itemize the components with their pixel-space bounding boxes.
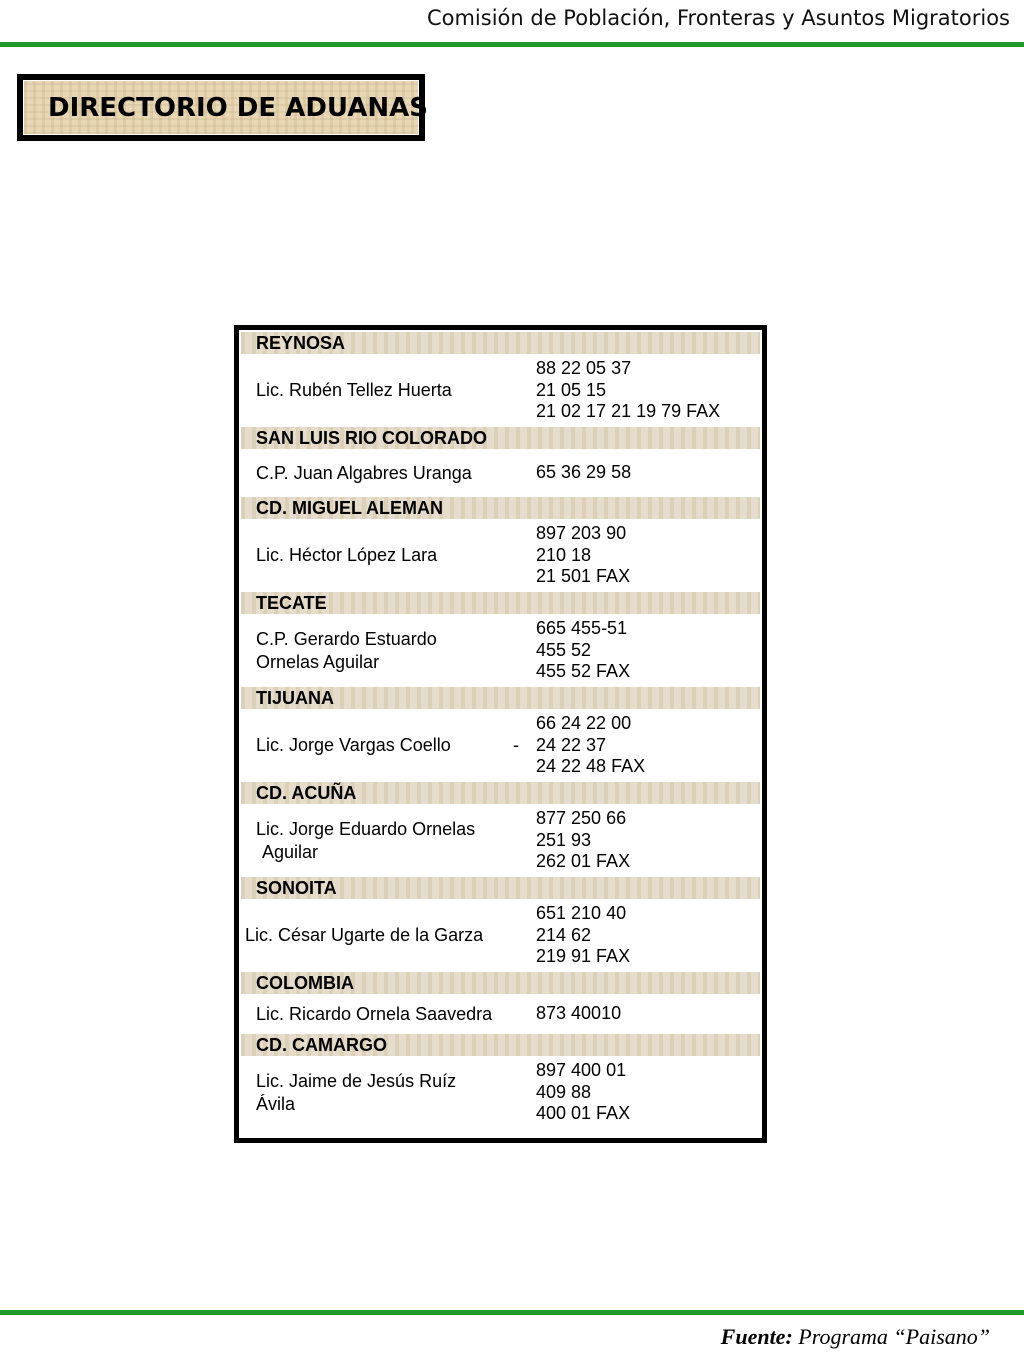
directory-entry bbox=[241, 449, 760, 497]
city-name: TIJUANA bbox=[241, 687, 760, 709]
phone-line: 21 501 FAX bbox=[536, 566, 631, 587]
phone-numbers bbox=[536, 519, 760, 592]
directory-entry bbox=[241, 994, 760, 1034]
phone-line: 251 93 bbox=[536, 829, 592, 850]
city-name: CD. CAMARGO bbox=[241, 1034, 760, 1056]
phone-line: 409 88 bbox=[536, 1081, 592, 1102]
section-header bbox=[241, 687, 760, 709]
city-name: CD. MIGUEL ALEMAN bbox=[241, 497, 760, 519]
phone-line: 24 22 48 FAX bbox=[536, 756, 646, 777]
customs-directory bbox=[239, 330, 762, 1138]
customs-directory-frame bbox=[234, 325, 767, 1143]
section-header bbox=[241, 972, 760, 994]
city-name: CD. ACUÑA bbox=[241, 782, 760, 804]
phone-line: 24 22 37 bbox=[536, 734, 607, 755]
phone-line: 877 250 66 bbox=[536, 808, 627, 829]
section-header bbox=[241, 782, 760, 804]
phone-numbers bbox=[536, 1056, 760, 1129]
directory-table bbox=[241, 332, 760, 1129]
city-name: SONOITA bbox=[241, 877, 760, 899]
phone-numbers bbox=[536, 709, 760, 782]
page-title-frame bbox=[17, 74, 428, 141]
phone-line: 897 400 01 bbox=[536, 1060, 627, 1081]
city-name: TECATE bbox=[241, 592, 760, 614]
contact-name: Lic. Ricardo Ornela Saavedra bbox=[256, 1003, 493, 1024]
phone-line: 66 24 22 00 bbox=[536, 713, 632, 734]
directory-entry bbox=[241, 1056, 760, 1129]
phone-line: 219 91 FAX bbox=[536, 946, 631, 967]
phone-line: 88 22 05 37 bbox=[536, 358, 632, 379]
contact-name: Lic. César Ugarte de la Garza bbox=[245, 925, 484, 945]
top-green-rule bbox=[0, 42, 1024, 47]
bottom-green-rule bbox=[0, 1310, 1024, 1315]
phone-numbers bbox=[536, 804, 760, 877]
phone-line: 210 18 bbox=[536, 544, 592, 565]
contact-name: Lic. Héctor López Lara bbox=[256, 545, 438, 565]
section-header bbox=[241, 332, 760, 354]
directory-entry bbox=[241, 519, 760, 592]
phone-numbers bbox=[536, 354, 760, 427]
city-name: SAN LUIS RIO COLORADO bbox=[241, 427, 760, 449]
phone-line: 214 62 bbox=[536, 924, 592, 945]
phone-line: 21 05 15 bbox=[536, 379, 607, 400]
phone-line: 873 40010 bbox=[536, 1003, 622, 1024]
footer-source: Programa “Paisano” bbox=[798, 1324, 990, 1349]
source-footer bbox=[721, 1324, 990, 1350]
phone-numbers bbox=[536, 449, 760, 497]
phone-line: 897 203 90 bbox=[536, 523, 627, 544]
phone-numbers bbox=[536, 994, 760, 1034]
city-name: REYNOSA bbox=[241, 332, 760, 354]
contact-name: Lic. Jaime de Jesús Ruíz Ávila bbox=[256, 1070, 457, 1114]
separator-dash: - bbox=[513, 735, 519, 755]
phone-line: 21 02 17 21 19 79 FAX bbox=[536, 401, 721, 422]
contact-name: Lic. Jorge Vargas Coello - bbox=[256, 735, 519, 755]
directory-entry bbox=[241, 614, 760, 687]
phone-line: 65 36 29 58 bbox=[536, 462, 632, 483]
city-name: COLOMBIA bbox=[241, 972, 760, 994]
section-header bbox=[241, 592, 760, 614]
phone-line: 400 01 FAX bbox=[536, 1103, 631, 1124]
contact-name: Lic. Jorge Eduardo Ornelas Aguilar bbox=[256, 818, 476, 862]
phone-numbers bbox=[536, 899, 760, 972]
page-title: DIRECTORIO DE ADUANAS bbox=[48, 92, 428, 123]
directory-entry bbox=[241, 804, 760, 877]
footer-label: Fuente: bbox=[720, 1324, 793, 1349]
phone-line: 665 455-51 bbox=[536, 618, 628, 639]
section-header bbox=[241, 877, 760, 899]
section-header bbox=[241, 1034, 760, 1056]
contact-name: C.P. Juan Algabres Uranga bbox=[256, 462, 472, 483]
phone-line: 262 01 FAX bbox=[536, 851, 631, 872]
contact-name: C.P. Gerardo Estuardo Ornelas Aguilar bbox=[256, 628, 437, 672]
section-header bbox=[241, 427, 760, 449]
directory-entry bbox=[241, 899, 760, 972]
directory-entry bbox=[241, 354, 760, 427]
contact-name: Lic. Rubén Tellez Huerta bbox=[256, 380, 452, 400]
directory-entry bbox=[241, 709, 760, 782]
phone-line: 455 52 bbox=[536, 639, 592, 660]
phone-numbers bbox=[536, 614, 760, 687]
header-title: Comisión de Población, Fronteras y Asuntos Migratorios bbox=[426, 6, 1010, 30]
phone-line: 455 52 FAX bbox=[536, 661, 631, 682]
section-header bbox=[241, 497, 760, 519]
phone-line: 651 210 40 bbox=[536, 903, 627, 924]
page-title-panel bbox=[23, 80, 428, 135]
